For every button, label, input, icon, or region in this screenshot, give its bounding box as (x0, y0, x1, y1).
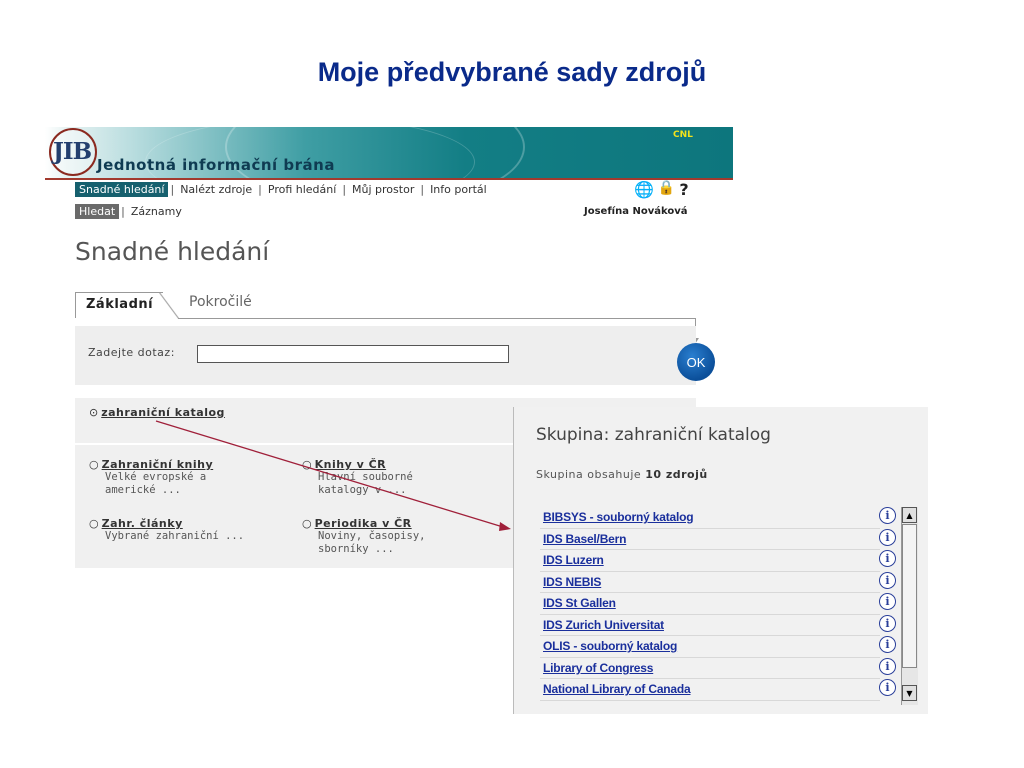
info-icon[interactable]: i (879, 593, 896, 610)
info-icon[interactable]: i (879, 529, 896, 546)
category-option-desc: Velké evropské a (105, 471, 207, 483)
help-icon[interactable]: ? (679, 180, 689, 199)
scroll-down-icon[interactable]: ▼ (902, 685, 917, 701)
popup-subtitle-prefix: Skupina obsahuje (536, 468, 642, 481)
cnl-badge: CNL (673, 130, 693, 140)
subnav-item-records[interactable]: Záznamy (130, 205, 182, 218)
nav-item-easy-search[interactable]: Snadné hledání (75, 182, 168, 197)
page-title: Snadné hledání (75, 237, 270, 266)
radio-icon[interactable]: ○ (302, 517, 312, 530)
radio-icon[interactable]: ○ (89, 458, 99, 471)
category-option-desc: Hlavní souborné (318, 471, 413, 483)
main-nav: Snadné hledání | Nalézt zdroje | Profi hledání | Můj prostor | Info portál (75, 182, 491, 197)
category-option-title[interactable]: Zahr. články (101, 517, 183, 530)
source-link[interactable]: IDS Zurich Universitat (543, 617, 664, 632)
radio-icon[interactable]: ○ (89, 517, 99, 530)
source-link[interactable]: Library of Congress (543, 660, 654, 675)
radio-icon[interactable]: ○ (302, 458, 312, 471)
info-icon[interactable]: i (879, 615, 896, 632)
nav-item-info-portal[interactable]: Info portál (430, 183, 487, 196)
ok-button[interactable]: OK (677, 343, 715, 381)
popup-title: Skupina: zahraniční katalog (536, 425, 771, 445)
info-icon[interactable]: i (879, 679, 896, 696)
slide-title: Moje předvybrané sady zdrojů (317, 57, 707, 87)
tab-advanced[interactable]: Pokročilé (189, 294, 252, 310)
user-name[interactable]: Josefína Nováková (584, 206, 688, 217)
category-option-desc: americké ... (105, 484, 181, 496)
source-link[interactable]: IDS St Gallen (543, 596, 616, 611)
popup-subtitle-count: 10 zdrojů (645, 468, 708, 481)
category-option-title[interactable]: Periodika v ČR (314, 517, 412, 530)
source-link[interactable]: National Library of Canada (543, 682, 691, 697)
source-link[interactable]: IDS Basel/Bern (543, 531, 627, 546)
brand-name: Jednotná informační brána (97, 156, 335, 174)
jib-logo[interactable]: JIB (53, 138, 92, 165)
info-icon[interactable]: i (879, 507, 896, 524)
source-link[interactable]: IDS Luzern (543, 553, 604, 568)
scroll-up-icon[interactable]: ▲ (902, 507, 917, 523)
category-option-title[interactable]: Knihy v ČR (314, 458, 387, 471)
category-option-title[interactable]: Zahraniční knihy (101, 458, 214, 471)
nav-item-find-sources[interactable]: Nalézt zdroje (180, 183, 253, 196)
connector-arrowhead (499, 522, 511, 531)
info-icon[interactable]: i (879, 550, 896, 567)
radio-checked-icon[interactable]: ⊙ (89, 406, 99, 419)
source-link[interactable]: BIBSYS - souborný katalog (543, 510, 694, 525)
sub-nav: Hledat | Záznamy (75, 204, 186, 219)
nav-item-pro-search[interactable]: Profi hledání (267, 183, 337, 196)
connector-line (156, 421, 503, 527)
source-link[interactable]: IDS NEBIS (543, 574, 602, 589)
lock-icon[interactable]: 🔒 (657, 180, 676, 196)
info-icon[interactable]: i (879, 636, 896, 653)
subnav-item-search[interactable]: Hledat (75, 204, 119, 219)
source-link[interactable]: OLIS - souborný katalog (543, 639, 678, 654)
category-option-desc: Vybrané zahraniční ... (105, 530, 245, 542)
query-label: Zadejte dotaz: (88, 346, 175, 359)
info-icon[interactable]: i (879, 572, 896, 589)
category-option-desc: katalogy v ... (318, 484, 407, 496)
category-selected-label[interactable]: zahraniční katalog (101, 406, 225, 419)
nav-item-my-space[interactable]: Můj prostor (352, 183, 415, 196)
category-option-desc: Noviny, časopisy, (318, 530, 426, 542)
globe-icon[interactable]: 🌐 (634, 180, 654, 199)
info-icon[interactable]: i (879, 658, 896, 675)
tab-basic[interactable]: Základní (75, 292, 163, 318)
category-option-desc: sborníky ... (318, 543, 394, 555)
